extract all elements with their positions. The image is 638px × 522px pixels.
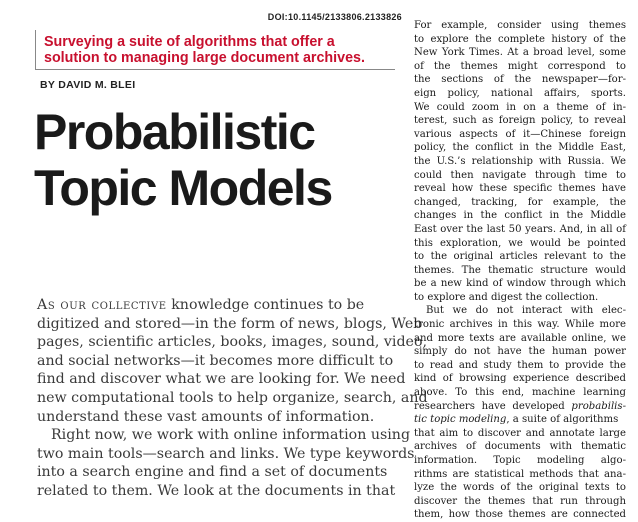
body-line: New York Times. At a broad level, some [414, 47, 626, 59]
body-line: understand these vast amounts of information. [37, 408, 375, 425]
body-line: and social networks—it becomes more difficult to [37, 352, 394, 369]
body-line: archives of documents with thematic [414, 441, 626, 453]
body-line: changes in the conflict in the Middle [414, 210, 626, 222]
body-line: information. Topic modeling algo- [414, 455, 626, 466]
right-body-column [414, 19, 626, 522]
doi-label: DOI:10.1145/2133806.2133826 [267, 12, 402, 22]
body-line: new computational tools to help organize, search, and [37, 389, 428, 406]
body-line: the sections of the newspaper—for- [414, 74, 626, 86]
body-line: eign policy, national affairs, sports. [414, 87, 626, 99]
deck-line-1: Surveying a suite of algorithms that offer a [44, 34, 335, 50]
body-line: to read and study them to provide the [414, 359, 626, 371]
body-line: simply do not have the human power [414, 346, 626, 358]
body-line: above. To this end, machine learning [414, 387, 626, 399]
body-line: of the themes might correspond to [414, 60, 626, 72]
body-line: tronic archives in this way. While more [414, 319, 626, 331]
body-line: digitized and stored—in the form of news, blogs, Web [37, 315, 423, 332]
body-text: , a suite of algorithms [506, 414, 619, 426]
body-line: that aim to discover and annotate large [414, 427, 626, 439]
body-line: two main tools—search and links. We type keywords [37, 445, 415, 462]
body-line: the U.S.’s relationship with Russia. We [414, 155, 626, 167]
body-line: Right now, we work with online information using [51, 427, 411, 444]
body-line: to explore the complete history of the [414, 33, 626, 45]
body-line: lyze the words of the original texts to [414, 482, 626, 494]
body-line: into a search engine and find a set of documents [37, 464, 388, 481]
body-line: East over the last 50 years. And, in all of [414, 223, 626, 235]
body-line: terest, such as foreign policy, to reveal [414, 115, 626, 127]
body-text: knowledge continues to be [166, 297, 365, 313]
body-line: them, how those themes are connected [414, 509, 626, 521]
body-line [414, 413, 626, 427]
body-line: related to them. We look at the documents in that [37, 482, 396, 499]
italic-term: probabilis- [571, 400, 626, 412]
body-line: pages, scientific articles, books, images, sound, video, [37, 334, 428, 351]
body-line: to explore and digest the collection. [414, 291, 599, 303]
body-line: various aspects of it—Chinese foreign [414, 128, 626, 140]
body-line: this exploration, we would be pointed [414, 237, 626, 249]
body-line [37, 296, 397, 315]
body-line: discover the themes that run through [414, 495, 626, 507]
body-line: kind of browsing experience described [414, 373, 626, 385]
body-line: But we do not interact with elec- [426, 305, 626, 317]
body-line: could then navigate through time to [414, 169, 626, 181]
body-line: changed, tracking, for example, the [414, 196, 626, 208]
lead-in-smallcaps: As our collective [37, 297, 167, 313]
body-line: For example, consider using themes [414, 20, 626, 31]
body-line: find and discover what we are looking for. We need [37, 371, 406, 388]
body-line [414, 400, 626, 414]
body-line: and more texts are available online, we [414, 332, 626, 344]
body-line: be a new kind of window through which [414, 278, 626, 290]
article-title [34, 104, 374, 216]
author-byline: BY DAVID M. BLEI [40, 79, 136, 91]
article-deck [35, 30, 395, 70]
body-text: researchers have developed [414, 400, 572, 412]
body-line: reveal how these specific themes have [414, 183, 626, 195]
body-line: rithms are statistical methods that ana- [414, 468, 626, 480]
body-line: policy, the conflict in the Middle East, [414, 142, 626, 154]
body-line: to the original articles relevant to the [414, 251, 626, 263]
deck-line-2: solution to managing large document archives. [44, 50, 365, 66]
body-line: themes. The thematic structure would [414, 264, 626, 276]
italic-term: tic topic modeling [414, 414, 507, 426]
body-line: We could zoom in on a theme of in- [414, 101, 626, 113]
title-line-2: Topic Models [34, 160, 332, 216]
title-line-1: Probabilistic [34, 104, 315, 160]
left-body-column [37, 296, 428, 501]
